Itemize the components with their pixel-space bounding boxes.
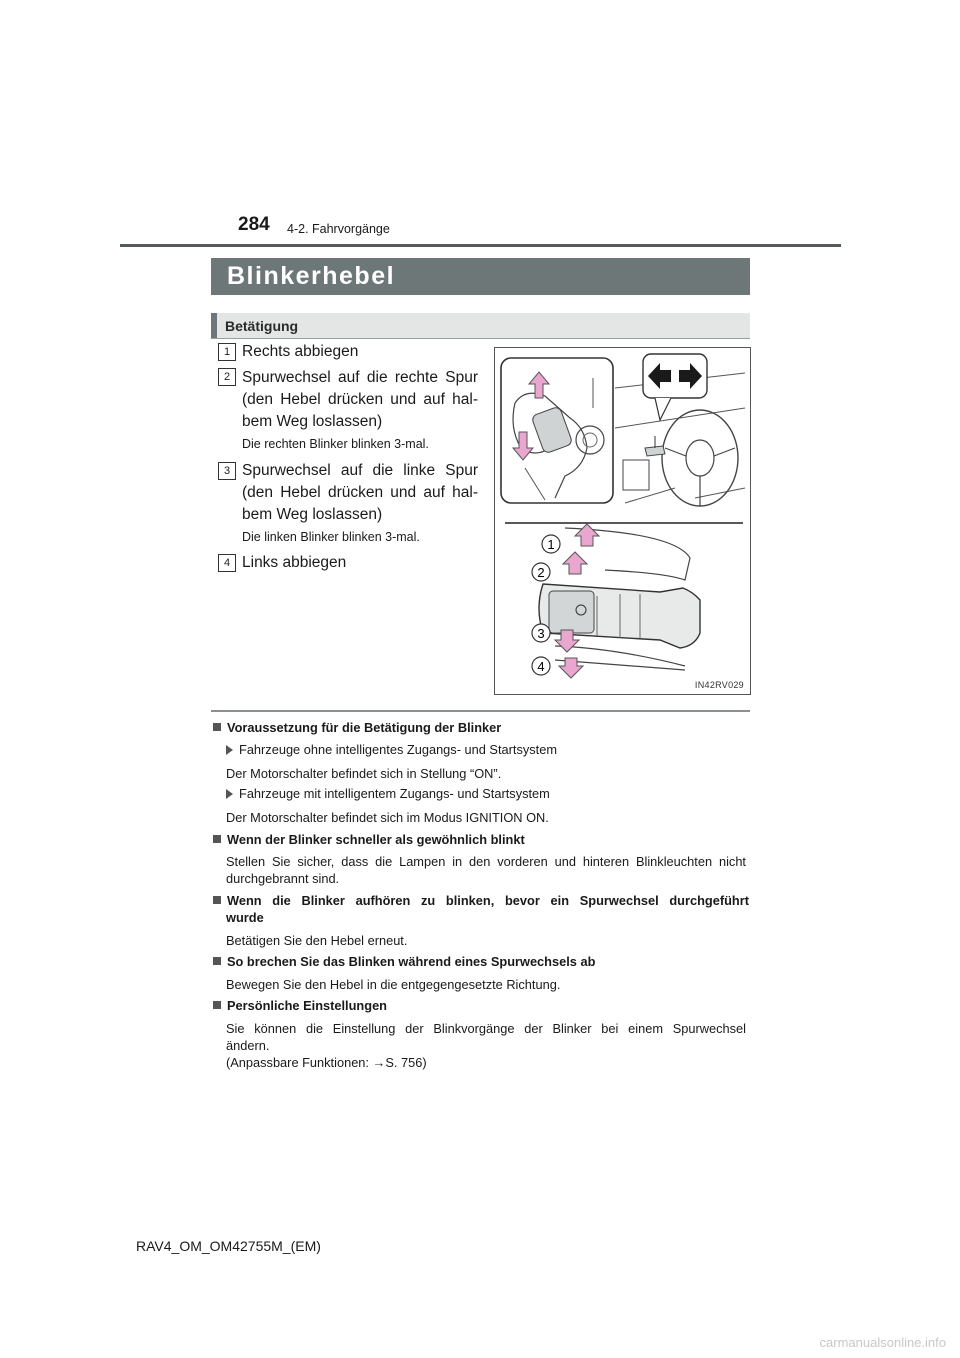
- section-label: 4-2. Fahrvorgänge: [287, 222, 390, 236]
- note-2-line-1: Stellen Sie sicher, dass die Lampen in den vorderen und hinteren Blinkleuchten nicht: [226, 854, 746, 869]
- note-1-text-2: Der Motorschalter befindet sich im Modus IGNITION ON.: [226, 810, 549, 825]
- header-divider: [120, 244, 841, 247]
- subheading: Betätigung: [225, 318, 299, 334]
- hand-inset: [501, 358, 613, 503]
- step-2-note: Die rechten Blinker blinken 3-mal.: [242, 437, 429, 451]
- document-code: RAV4_OM_OM42755M_(EM): [136, 1238, 321, 1254]
- step-badge-1: 1: [218, 343, 236, 361]
- square-bullet-icon: [213, 835, 221, 843]
- step-2-line-2: (den Hebel drücken und auf hal-: [242, 391, 478, 408]
- figure-code: IN42RV029: [694, 680, 744, 690]
- step-4-text: Links abbiegen: [242, 554, 347, 571]
- note-4-title: So brechen Sie das Blinken während eines Spurwechsels ab: [213, 954, 595, 969]
- note-2-line-2: durchgebrannt sind.: [226, 871, 340, 886]
- step-3-line-2: (den Hebel drücken und auf hal-: [242, 484, 478, 501]
- step-badge-4: 4: [218, 554, 236, 572]
- step-badge-2: 2: [218, 368, 236, 386]
- step-2-line-3: bem Weg loslassen): [242, 413, 383, 430]
- turn-signal-figure: [494, 347, 751, 695]
- note-3-text: Betätigen Sie den Hebel erneut.: [226, 933, 408, 948]
- lever-detail: [532, 524, 700, 678]
- note-5-line-2: ändern.: [226, 1038, 270, 1053]
- step-3-note: Die linken Blinker blinken 3-mal.: [242, 530, 420, 544]
- step-1-text: Rechts abbiegen: [242, 343, 359, 360]
- subheading-underline: [211, 338, 750, 339]
- subheading-marker: [211, 313, 217, 339]
- page-title: Blinkerhebel: [227, 262, 396, 290]
- note-1-title: Voraussetzung für die Betätigung der Blinker: [213, 720, 501, 735]
- note-3-title-line-2: wurde: [226, 910, 264, 925]
- step-3-line-3: bem Weg loslassen): [242, 506, 383, 523]
- page-number: 284: [238, 214, 270, 235]
- note-1-text-1: Der Motorschalter befindet sich in Stellung “ON”.: [226, 766, 502, 781]
- subheading-bar: [211, 313, 750, 339]
- triangle-bullet-icon: [226, 745, 233, 755]
- note-5-title: Persönliche Einstellungen: [213, 998, 387, 1013]
- step-2-line-1: Spurwechsel auf die rechte Spur: [242, 369, 478, 386]
- note-5-line-3: (Anpassbare Funktionen: →S. 756): [226, 1055, 427, 1070]
- figure-label-1: 1: [547, 537, 555, 552]
- note-3-title-line-1: Wenn die Blinker aufhören zu blinken, bevor ein Spurwechsel durchgeführt: [213, 893, 749, 908]
- figure-label-4: 4: [537, 659, 545, 674]
- square-bullet-icon: [213, 896, 221, 904]
- note-2-title: Wenn der Blinker schneller als gewöhnlich blinkt: [213, 832, 525, 847]
- square-bullet-icon: [213, 1001, 221, 1009]
- figure-illustration: [495, 348, 750, 694]
- note-5-line-1: Sie können die Einstellung der Blinkvorgänge der Blinker bei einem Spurwechsel: [226, 1021, 746, 1036]
- note-1-bullet-2: Fahrzeuge mit intelligentem Zugangs- und Startsystem: [226, 786, 550, 801]
- note-1-bullet-1: Fahrzeuge ohne intelligentes Zugangs- und Startsystem: [226, 742, 557, 757]
- title-bar: [211, 258, 750, 295]
- note-4-text: Bewegen Sie den Hebel in die entgegengesetzte Richtung.: [226, 977, 561, 992]
- square-bullet-icon: [213, 723, 221, 731]
- figure-label-2: 2: [537, 565, 545, 580]
- step-3-line-1: Spurwechsel auf die linke Spur: [242, 462, 478, 479]
- section-divider: [211, 710, 750, 712]
- watermark: carmanualsonline.info: [819, 1335, 946, 1350]
- triangle-bullet-icon: [226, 789, 233, 799]
- step-badge-3: 3: [218, 462, 236, 480]
- square-bullet-icon: [213, 957, 221, 965]
- figure-label-3: 3: [537, 626, 545, 641]
